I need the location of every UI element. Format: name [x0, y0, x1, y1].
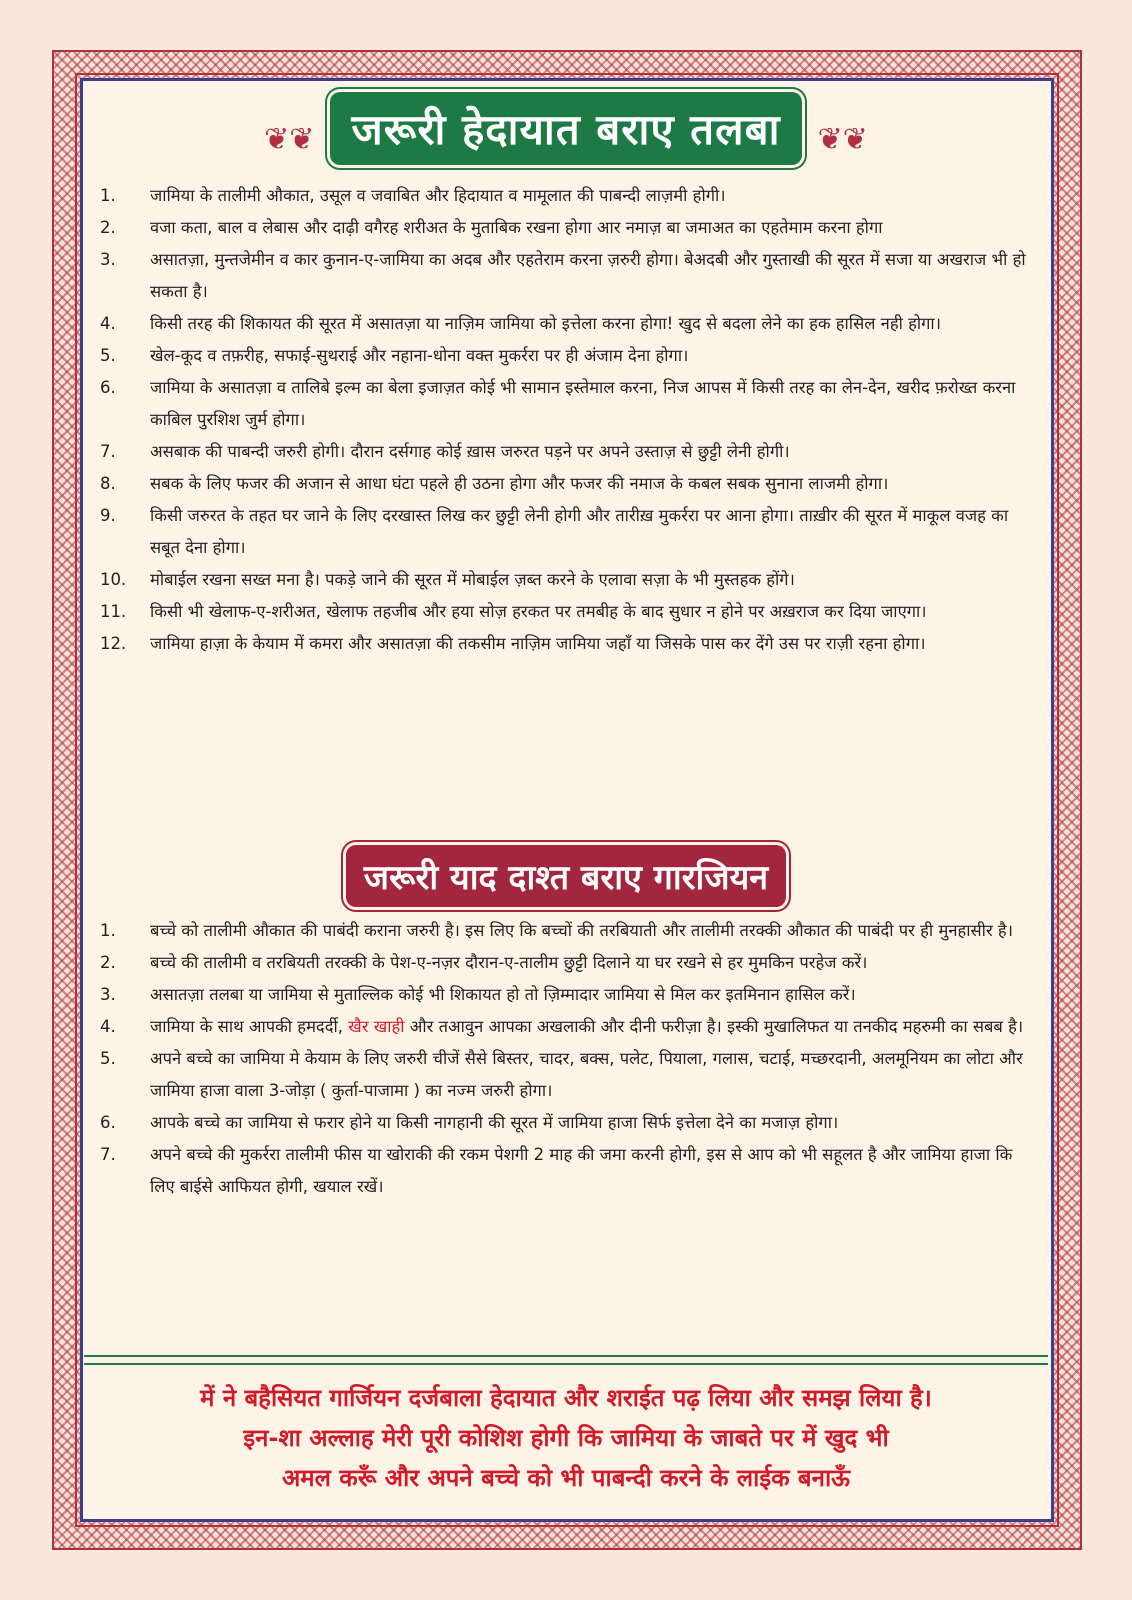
floral-ornament-left-icon: ❦❦ [264, 122, 315, 157]
item-text: जामिया के साथ आपकी हमदर्दी, [150, 1017, 349, 1036]
item-text: बच्चे को तालीमी औकात की पाबंदी कराना जरुरी है। इस लिए कि बच्चों की तरबियाती और तालीमी तरक्की औकात की पाबंदी पर ही मुनहासीर है। [150, 921, 1013, 940]
item-number: 3. [100, 250, 116, 269]
student-rule-item [100, 596, 1040, 628]
student-rule-item [100, 212, 1040, 244]
declaration-line: में ने बहैसियत गार्जियन दर्जबाला हेदायात और शराईत पढ़ लिया और समझ लिया है। [200, 1384, 932, 1412]
item-text: जामिया के असातज़ा व तालिबे इल्म का बेला इजाज़त कोई भी सामान इस्तेमाल करना, निज आपस में किसी तरह का लेन-देन, खरीद फ़रोख्त करना काबिल पुरशिश जुर्म होगा। [150, 378, 1016, 429]
item-number: 2. [100, 218, 116, 237]
guardian-note-item [100, 1043, 1040, 1107]
students-title: जरूरी हेदायात बराए तलबा [330, 92, 803, 165]
item-number: 6. [100, 378, 116, 397]
item-number: 1. [100, 921, 116, 940]
section-divider [84, 1355, 1048, 1365]
item-number: 4. [100, 314, 116, 333]
item-number: 5. [100, 1049, 116, 1068]
item-text: और तआवुन आपका अखलाकी और दीनी फरीज़ा है। इस्की मुखालिफत या तनकीद महरुमी का सबब है। [404, 1017, 1024, 1036]
guardian-notes-list [100, 915, 1040, 1203]
item-text: असातज़ा, मुन्तजेमीन व कार कुनान-ए-जामिया का अदब और एहतेराम करना ज़रुरी होगा। बेअदबी और गुस्ताखी की सूरत में सजा या अखराज भी हो सकता है। [150, 250, 1026, 301]
guardian-note-item [100, 1139, 1040, 1203]
item-number: 6. [100, 1113, 116, 1132]
item-text: अपने बच्चे की मुकर्ररा तालीमी फीस या खोराकी की रकम पेशगी 2 माह की जमा करनी होगी, इस से आप को भी सहूलत है और जामिया हाजा कि लिए बाईसे आफियत होगी, खयाल रखें। [150, 1145, 1013, 1196]
highlighted-text: खैर खाही [348, 1017, 405, 1036]
item-text: जामिया के तालीमी औकात, उसूल व जवाबित और हिदायात व मामूलात की पाबन्दी लाज़मी होगी। [150, 186, 726, 205]
item-text: असातज़ा तलबा या जामिया से मुताल्लिक कोई भी शिकायत हो तो ज़िम्मादार जामिया से मिल कर इतमिनान हासिल करें। [150, 985, 856, 1004]
student-rule-item [100, 436, 1040, 468]
item-text: सबक के लिए फजर की अजान से आधा घंटा पहले ही उठना होगा और फजर की नमाज के कबल सबक सुनाना लाजमी होगा। [150, 474, 889, 493]
item-text: बच्चे की तालीमी व तरबियती तरक्की के पेश-ए-नज़र दौरान-ए-तालीम छुट्टी दिलाने या घर रखने से हर मुमकिन परहेज करें। [150, 953, 868, 972]
guardian-note-item [100, 1107, 1040, 1139]
guardians-title: जरूरी याद दाश्त बराए गारजियन [346, 845, 786, 907]
item-number: 11. [100, 602, 127, 621]
student-rule-item [100, 372, 1040, 436]
item-number: 12. [100, 634, 127, 653]
guardian-note-item [100, 915, 1040, 947]
item-number: 3. [100, 985, 116, 1004]
student-rule-item [100, 308, 1040, 340]
item-number: 4. [100, 1017, 116, 1036]
student-rule-item [100, 500, 1040, 564]
guardians-heading [0, 845, 1132, 907]
student-rule-item [100, 180, 1040, 212]
item-number: 1. [100, 186, 116, 205]
item-text: मोबाईल रखना सख्त मना है। पकड़े जाने की सूरत में मोबाईल ज़ब्त करने के एलावा सज़ा के भी मुस्तहक होंगे। [150, 570, 795, 589]
item-text: आपके बच्चे का जामिया से फरार होने या किसी नागहानी की सूरत में जामिया हाजा सिर्फ इत्तेला देने का मजाज़ होगा। [150, 1113, 839, 1132]
item-number: 9. [100, 506, 116, 525]
item-number: 5. [100, 346, 116, 365]
floral-ornament-right-icon: ❦❦ [817, 122, 868, 157]
item-text: किसी भी खेलाफ-ए-शरीअत, खेलाफ तहजीब और हया सोज़ हरकत पर तमबीह के बाद सुधार न होने पर अख़राज कर दिया जाएगा। [150, 602, 927, 621]
item-number: 10. [100, 570, 127, 589]
student-rule-item [100, 564, 1040, 596]
guardian-note-item [100, 1011, 1040, 1043]
guardian-note-item [100, 979, 1040, 1011]
item-number: 7. [100, 1145, 116, 1164]
student-rule-item [100, 244, 1040, 308]
item-text: किसी तरह की शिकायत की सूरत में असातज़ा या नाज़िम जामिया को इत्तेला करना होगा! खुद से बदला लेने का हक हासिल नही होगा। [150, 314, 941, 333]
item-text: किसी जरुरत के तहत घर जाने के लिए दरखास्त लिख कर छुट्टी लेनी होगी और तारीख़ मुकर्ररा पर आना होगा। ताख़ीर की सूरत में माकूल वजह का सबूत देना होगा। [150, 506, 1009, 557]
item-number: 2. [100, 953, 116, 972]
declaration-line: इन-शा अल्लाह मेरी पूरी कोशिश होगी कि जामिया के जाबते पर में खुद भी [243, 1424, 889, 1452]
student-rule-item [100, 628, 1040, 660]
item-number: 8. [100, 474, 116, 493]
guardian-declaration [90, 1378, 1042, 1498]
item-text: जामिया हाज़ा के केयाम में कमरा और असातज़ा की तकसीम नाज़िम जामिया जहाँ या जिसके पास कर देंगे उस पर राज़ी रहना होगा। [150, 634, 926, 653]
item-text: खेल-कूद व तफ़रीह, सफाई-सुथराई और नहाना-धोना वक्त मुकर्ररा पर ही अंजाम देना होगा। [150, 346, 689, 365]
guardian-note-item [100, 947, 1040, 979]
item-text: अपने बच्चे का जामिया मे केयाम के लिए जरुरी चीजें सैसे बिस्तर, चादर, बक्स, पलेट, पियाला, गलास, चटाई, मच्छरदानी, अलमूनियम का लोटा और जामिया हाजा वाला 3-जोड़ा ( कुर्ता-पाजामा ) का नज्म जरुरी होगा। [150, 1049, 1023, 1100]
student-rule-item [100, 340, 1040, 372]
item-text: वजा कता, बाल व लेबास और दाढ़ी वगैरह शरीअत के मुताबिक रखना होगा आर नमाज़ बा जमाअत का एहतेमाम करना होगा [150, 218, 883, 237]
declaration-line: अमल करूँ और अपने बच्चे को भी पाबन्दी करने के लाईक बनाऊँ [281, 1464, 851, 1492]
students-heading [0, 92, 1132, 165]
item-number: 7. [100, 442, 116, 461]
item-text: असबाक की पाबन्दी जरुरी होगी। दौरान दर्सगाह कोई ख़ास जरुरत पड़ने पर अपने उस्ताज़ से छुट्टी लेनी होगी। [150, 442, 790, 461]
students-rules-list [100, 180, 1040, 660]
student-rule-item [100, 468, 1040, 500]
